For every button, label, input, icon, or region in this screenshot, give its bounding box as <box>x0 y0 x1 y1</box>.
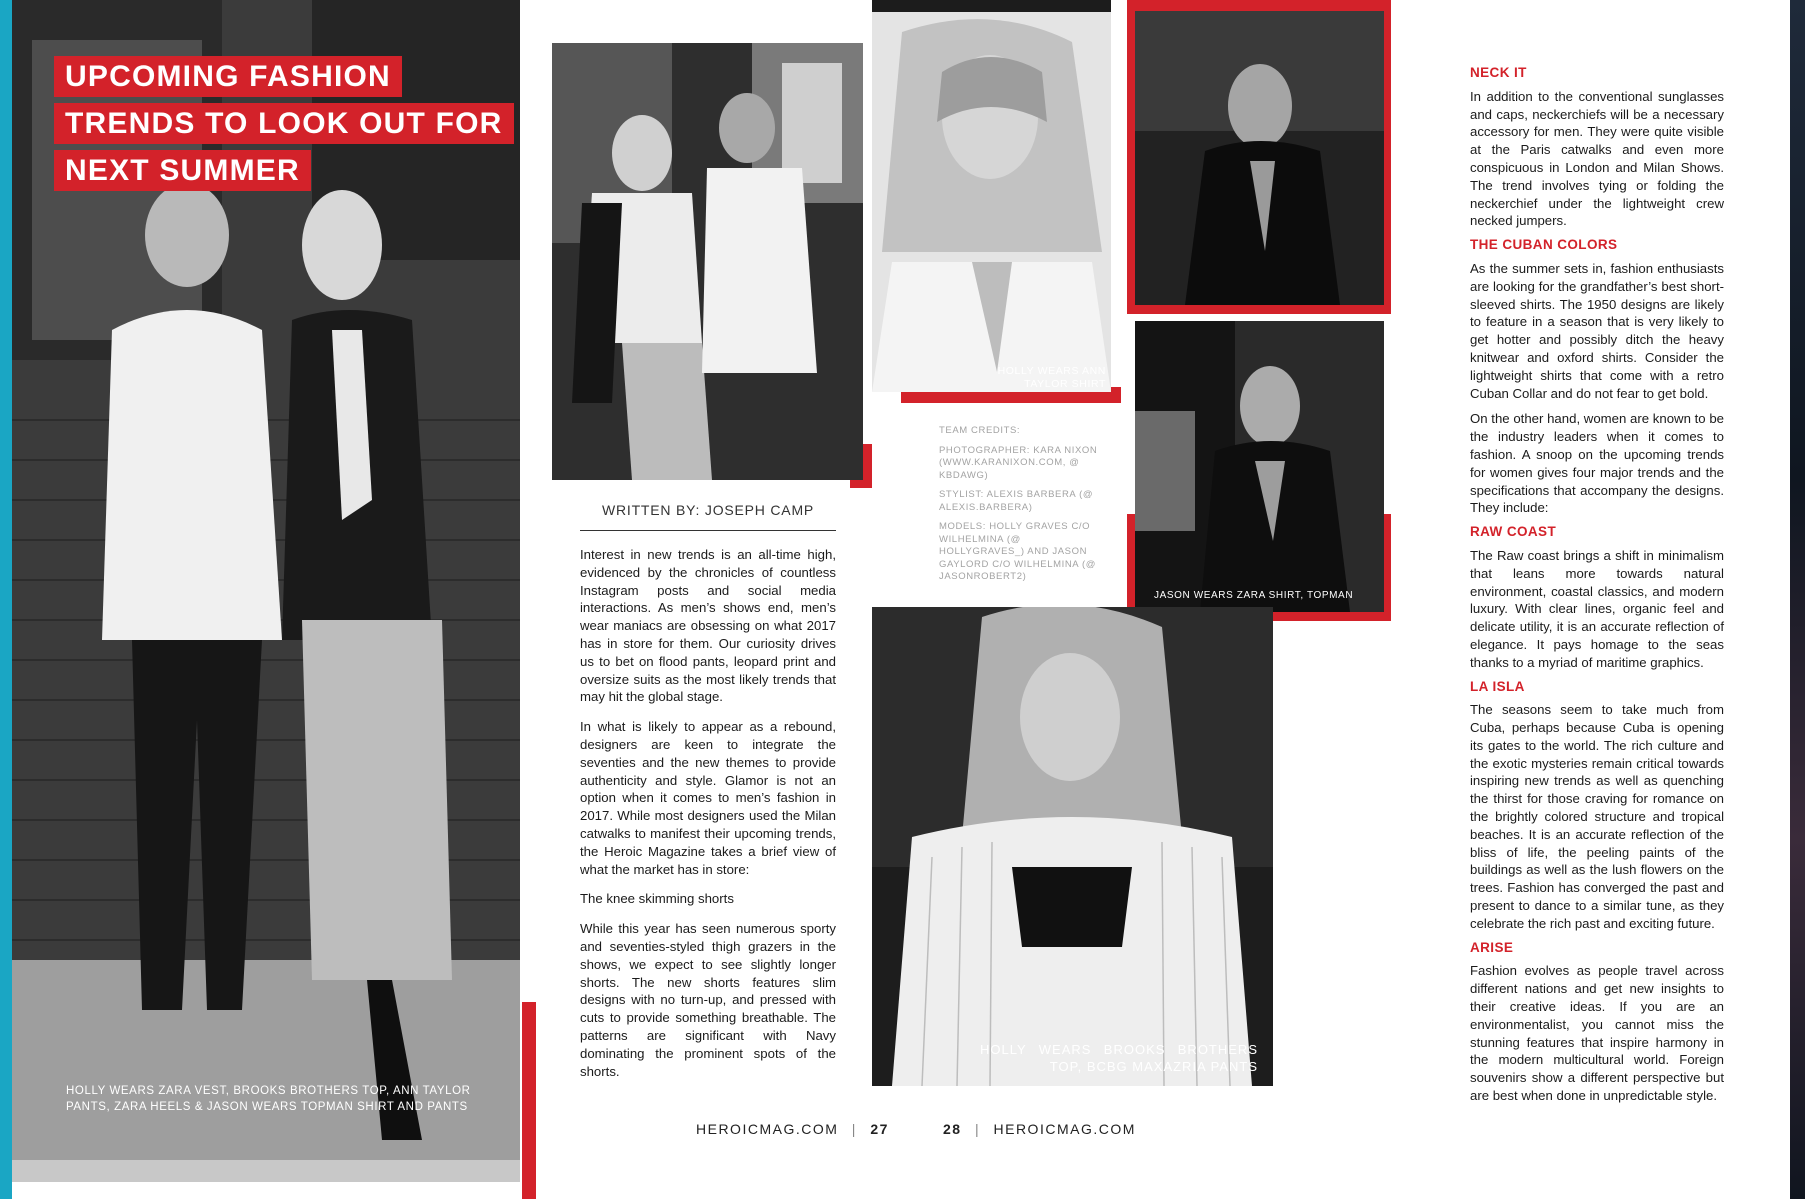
title-line-1: UPCOMING FASHION <box>54 56 402 97</box>
raw-coast-para: The Raw coast brings a shift in minimalism that leans more towards natural environment, coastal classics, and modern luxury. With clear lines, organic feel and delicate utility, it is an accurate reflection of elegance. It pays homage to the seas thanks to a myriad of maritime graphics. <box>1470 547 1724 670</box>
teal-edge-strip <box>0 0 12 1199</box>
photo-couple <box>552 43 863 480</box>
folio-left-num: 27 <box>870 1121 889 1137</box>
cuban-colors-para-2: On the other hand, women are known to be the industry leaders when it comes to fashion. A snoop on the upcoming trends for women gives four major trends and the specifications that accompany the designs. They include: <box>1470 411 1724 516</box>
folio-right-site: HEROICMAG.COM <box>993 1121 1136 1137</box>
caption-jason-zara: JASON WEARS ZARA SHIRT, TOPMAN <box>1154 590 1354 601</box>
folio-right <box>943 1121 1136 1137</box>
caption-holly-ann-taylor <box>956 365 1106 391</box>
heading-la-isla: LA ISLA <box>1470 678 1525 694</box>
article-title <box>54 56 514 197</box>
la-isla-para: The seasons seem to take much from Cuba, perhaps because Cuba is opening its gates to the world. The rich culture and the exotic mysteries remain critical towards inspiring new trends as well as quenching the thirst for those craving for romance on the brightly colored structure and tropical beaches. It is an accurate reflection of the bliss of life, the peeling paints of the buildings as well as the lush flowers on the trees. Fashion has converged the past and present to dance to a similar tune, as they celebrate the rich past and exciting future. <box>1470 702 1724 931</box>
folio-right-num: 28 <box>943 1121 962 1137</box>
photo-holly-large <box>872 607 1273 1086</box>
column1-para-3: While this year has seen numerous sporty and seventies-styled thigh grazers in the shows, we expect to see slightly longer shorts. The new shorts features slim designs with no turn-up, and pressed with cuts to provide something breathable. The patterns are significant with Navy dominating the prominent spots of the shorts. <box>580 921 836 1079</box>
credits-photographer: PHOTOGRAPHER: KARA NIXON (WWW.KARANIXON.COM, @ KBDAWG) <box>939 444 1098 481</box>
title-line-2: TRENDS TO LOOK OUT FOR <box>54 103 514 144</box>
caption-holly-ann-taylor-line-2: TAYLOR SHIRT <box>1024 378 1106 390</box>
heading-raw-coast: RAW COAST <box>1470 524 1557 540</box>
column1-subhead: The knee skimming shorts <box>580 891 734 907</box>
heading-neck-it: NECK IT <box>1470 65 1527 80</box>
credits-stylist: STYLIST: ALEXIS BARBERA (@ ALEXIS.BARBERA) <box>939 489 1094 513</box>
cuban-colors-para-1: As the summer sets in, fashion enthusiasts are looking for the grandfather’s best short-sleeved shirts. The 1950 designs are likely to feature in a season that is very likely to get hotter and possibly ditch the heavy knitwear and oxford shirts. Consider the lightweight shirts that come with a retro Cuban Collar and do not fear to get bold. <box>1470 260 1724 401</box>
caption-holly-brooks <box>980 1041 1258 1075</box>
arise-para: Fashion evolves as people travel across different nations and get new insights to their creative ideas. If you are an environmentalist, you cannot miss the stunning features that inspire harmony in the modern multicultural world. Foreign souvenirs show a different perspective but are best when done in unpredictable style. <box>1470 963 1724 1104</box>
caption-holly-brooks-line-1: HOLLY WEARS BROOKS BROTHERS <box>980 1042 1258 1057</box>
folio-right-sep: | <box>974 1121 981 1137</box>
article-column-2 <box>1470 62 1724 1117</box>
credits-heading: TEAM CREDITS: <box>939 425 1021 436</box>
title-line-3: NEXT SUMMER <box>54 150 311 191</box>
folio-left-sep: | <box>851 1121 857 1137</box>
right-edge-photo-strip <box>1790 0 1805 1199</box>
byline: WRITTEN BY: JOSEPH CAMP <box>601 502 815 518</box>
team-credits <box>939 425 1101 591</box>
photo-jason-top <box>1135 11 1384 305</box>
photo-jason-bottom <box>1135 321 1384 612</box>
cover-caption: HOLLY WEARS ZARA VEST, BROOKS BROTHERS TOP, ANN TAYLOR PANTS, ZARA HEELS & JASON WEARS TOPMAN SHIRT AND PANTS <box>66 1085 471 1113</box>
folio-left <box>696 1121 889 1137</box>
caption-holly-ann-taylor-line-1: HOLLY WEARS ANN <box>997 365 1106 377</box>
photo-holly-portrait <box>872 12 1111 392</box>
byline-divider <box>580 530 836 531</box>
heading-cuban-colors: THE CUBAN COLORS <box>1470 237 1618 253</box>
cover-red-accent <box>522 1002 536 1199</box>
column1-para-2: In what is likely to appear as a rebound, designers are keen to integrate the seventies and the new themes to provide authenticity and style. Glamor is not an option when it comes to men’s fashion in 2017. While most designers used the Milan catwalks to manifest their upcoming trends, the Heroic Magazine takes a brief view of what the market has in store: <box>580 719 836 877</box>
credits-models: MODELS: HOLLY GRAVES C/O WILHELMINA (@ HOLLYGRAVES_) AND JASON GAYLORD C/O WILHELMINA (@ JASONROBERT2) <box>939 521 1096 582</box>
heading-arise: ARISE <box>1470 939 1514 955</box>
article-column-1 <box>580 546 836 1092</box>
caption-holly-brooks-line-2: TOP, BCBG MAXAZRIA PANTS <box>1049 1059 1258 1074</box>
neck-it-para: In addition to the conventional sunglasses and caps, neckerchiefs will be a necessary accessory for men. They were quite visible at the Paris catwalks and even more conspicuous in London and Milan Shows. The trend involves tying or folding the neckerchief under the lightweight crew necked jumpers. <box>1470 88 1724 229</box>
column1-para-1: Interest in new trends is an all-time high, evidenced by the chronicles of countless Instagram posts and social media interactions. As men’s shows end, men’s wear maniacs are obsessing on what 2017 has in store for them. Our curiosity drives us to bet on flood pants, leopard print and oversize suits as the most likely trends that may hit the global stage. <box>580 547 836 705</box>
holly-portrait-top-bar <box>872 0 1111 12</box>
folio-left-site: HEROICMAG.COM <box>696 1121 839 1137</box>
